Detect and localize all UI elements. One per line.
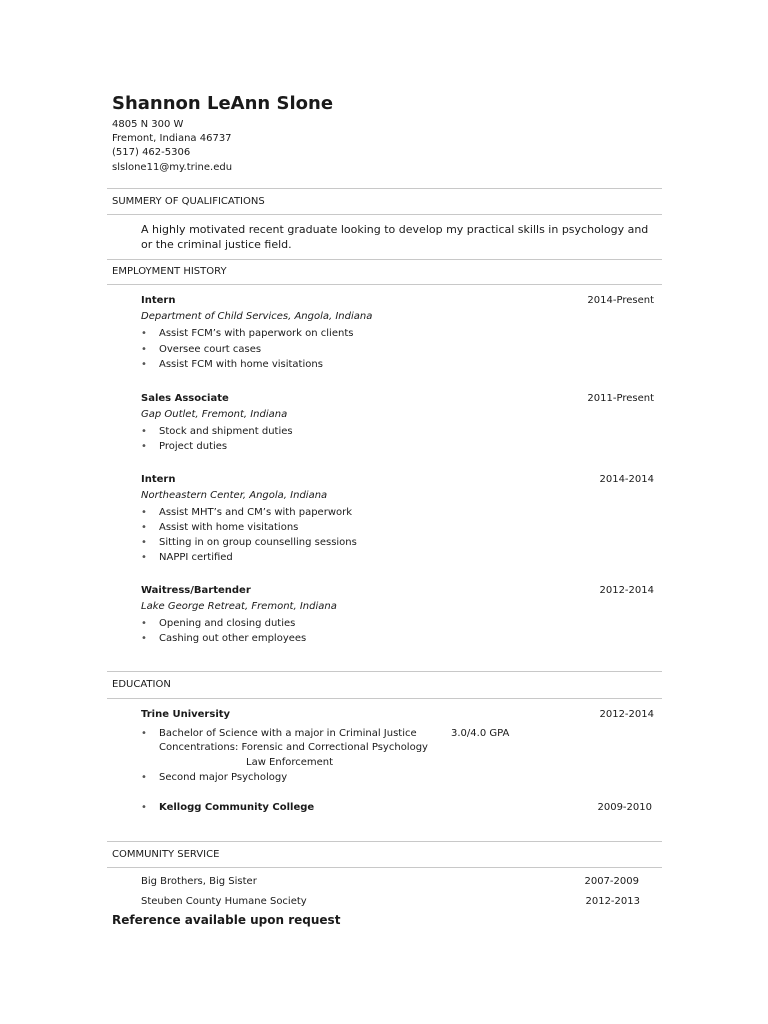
- school-name: Trine University: [141, 709, 231, 720]
- job-bullet: • Assist with home visitations: [141, 522, 299, 533]
- job-date: 2012-2014: [599, 585, 654, 596]
- divider: [107, 841, 662, 842]
- degree-bullet: • Bachelor of Science with a major in Criminal Justice: [141, 728, 417, 739]
- job-bullet: • Cashing out other employees: [141, 633, 307, 644]
- community-date: 2007-2009: [584, 876, 639, 887]
- summary-line-2: or the criminal justice field.: [141, 238, 292, 251]
- job-title: Waitress/Bartender: [141, 585, 251, 596]
- second-major-bullet: • Second major Psychology: [141, 772, 288, 783]
- job-bullet: • NAPPI certified: [141, 552, 233, 563]
- job-org: Lake George Retreat, Fremont, Indiana: [141, 601, 337, 612]
- school-name: Kellogg Community College: [159, 802, 315, 813]
- divider: [107, 284, 662, 285]
- job-title: Intern: [141, 474, 176, 485]
- gpa: 3.0/4.0 GPA: [451, 728, 510, 739]
- job-bullet: • Assist FCM with home visitations: [141, 359, 323, 370]
- community-item: Steuben County Humane Society: [141, 896, 307, 907]
- job-bullet: • Assist MHT’s and CM’s with paperwork: [141, 507, 353, 518]
- resume-name: Shannon LeAnn Slone: [112, 93, 334, 114]
- school-2-bullet: • Kellogg Community College: [141, 802, 315, 813]
- job-date: 2014-2014: [599, 474, 654, 485]
- job-bullet: • Project duties: [141, 441, 228, 452]
- section-summary-heading: SUMMERY OF QUALIFICATIONS: [112, 196, 265, 207]
- job-org: Northeastern Center, Angola, Indiana: [141, 490, 328, 501]
- job-org: Gap Outlet, Fremont, Indiana: [141, 409, 288, 420]
- address-line-1: 4805 N 300 W: [112, 119, 184, 130]
- section-employment-heading: EMPLOYMENT HISTORY: [112, 266, 227, 277]
- summary-line-1: A highly motivated recent graduate looking to develop my practical skills in psychology and: [141, 223, 649, 236]
- job-date: 2014-Present: [587, 295, 654, 306]
- job-bullet: • Assist FCM’s with paperwork on clients: [141, 328, 354, 339]
- divider: [107, 188, 662, 189]
- reference-note: Reference available upon request: [112, 913, 341, 927]
- divider: [107, 671, 662, 672]
- job-bullet: • Sitting in on group counselling sessions: [141, 537, 357, 548]
- community-date: 2012-2013: [585, 896, 640, 907]
- job-title: Sales Associate: [141, 393, 229, 404]
- job-title: Intern: [141, 295, 176, 306]
- section-education-heading: EDUCATION: [112, 679, 171, 690]
- concentration-2: Law Enforcement: [246, 757, 334, 768]
- divider: [107, 867, 662, 868]
- divider: [107, 698, 662, 699]
- community-item: Big Brothers, Big Sister: [141, 876, 257, 887]
- section-community-heading: COMMUNITY SERVICE: [112, 849, 220, 860]
- divider: [107, 259, 662, 260]
- school-date: 2012-2014: [599, 709, 654, 720]
- school-date: 2009-2010: [597, 802, 652, 813]
- job-org: Department of Child Services, Angola, Indiana: [141, 311, 373, 322]
- phone: (517) 462-5306: [112, 147, 191, 158]
- email: slslone11@my.trine.edu: [112, 162, 233, 173]
- job-bullet: • Stock and shipment duties: [141, 426, 293, 437]
- address-line-2: Fremont, Indiana 46737: [112, 133, 232, 144]
- job-date: 2011-Present: [587, 393, 654, 404]
- concentrations: Concentrations: Forensic and Correctional Psychology: [159, 742, 428, 753]
- divider: [107, 214, 662, 215]
- job-bullet: • Oversee court cases: [141, 344, 262, 355]
- job-bullet: • Opening and closing duties: [141, 618, 296, 629]
